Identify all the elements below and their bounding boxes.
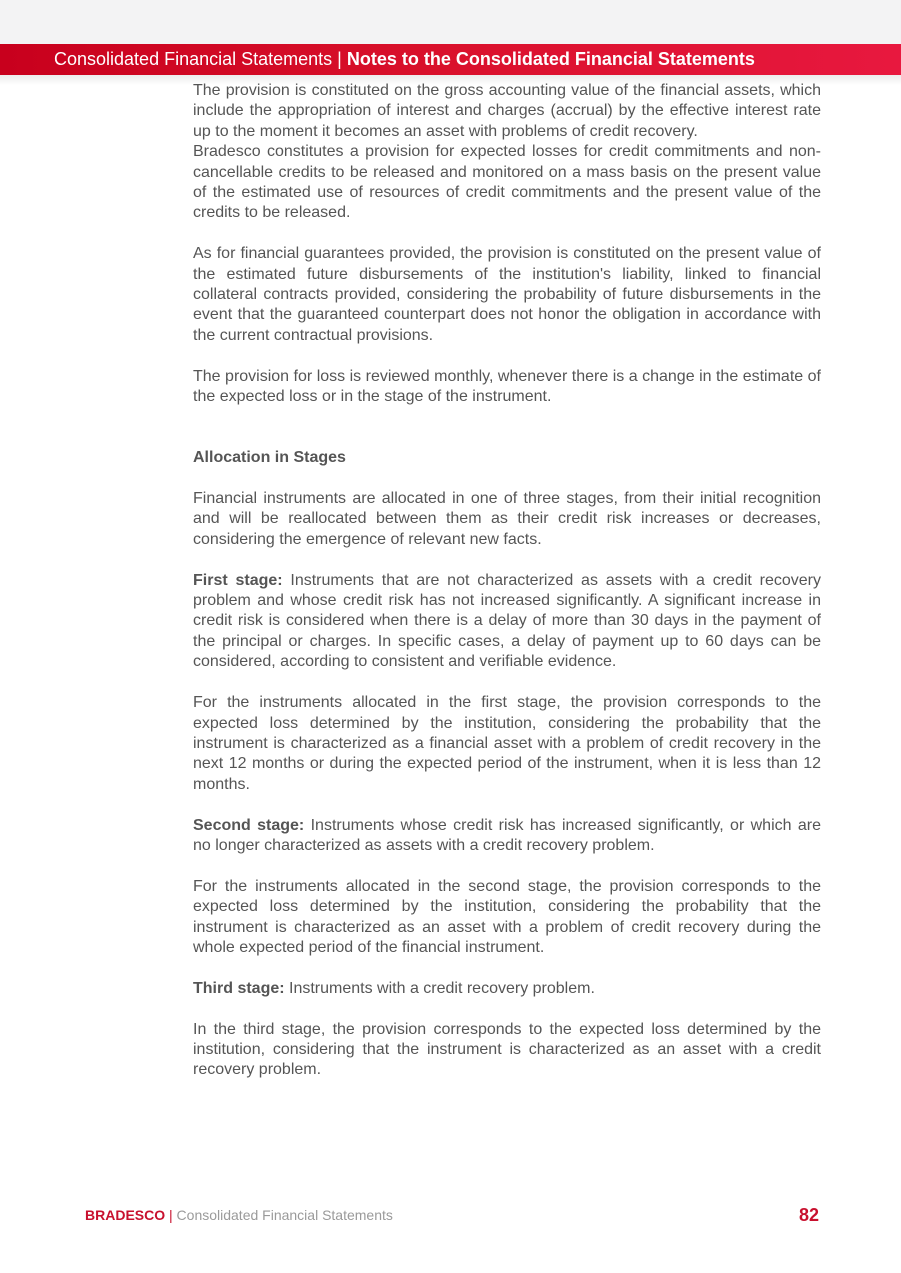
banner-section: Consolidated Financial Statements: [54, 49, 333, 69]
page-number: 82: [798, 1205, 819, 1225]
section-heading: Allocation in Stages: [193, 449, 346, 467]
footer-brand: BRADESCO: [85, 1207, 166, 1223]
paragraph-first-stage-provision: For the instruments allocated in the first stage, the provision corresponds to the expected loss determined by the institution, considering the probability that the instrument is characterized as a financial asset with a problem of credit recovery in the next 12 months or during the expected period of the instrument, when it is less than 12 months.: [193, 694, 821, 793]
banner-text: [54, 44, 755, 75]
footer-separator: |: [165, 1207, 177, 1223]
spacer: [193, 224, 821, 244]
paragraph-monthly-review: The provision for loss is reviewed monthly, whenever there is a change in the estimate of the expected loss or in the stage of the instrument.: [193, 367, 821, 406]
paragraph-third-stage: [193, 979, 821, 999]
third-stage-label: Third stage:: [193, 979, 285, 997]
banner-subsection: Notes to the Consolidated Financial Statements: [346, 49, 755, 69]
spacer: [193, 469, 821, 489]
first-stage-text: Instruments that are not characterized as assets with a credit recovery problem and whose credit risk has not increased significantly. A significant increase in credit risk is considered when there is a delay of more than 30 days in the payment of the principal or charges. In specific cases, a delay of payment up to 60 days can be considered, according to consistent and verifiable evidence.: [193, 571, 821, 671]
spacer: [193, 958, 821, 978]
paragraph-first-stage: [193, 571, 821, 673]
footer-title: Consolidated Financial Statements: [176, 1207, 393, 1223]
paragraph-second-stage-provision: For the instruments allocated in the second stage, the provision corresponds to the expected loss determined by the institution, considering the probability that the instrument is characterized as an asset with a problem of credit recovery during the whole expected period of the financial instrument.: [193, 877, 821, 956]
banner-separator: |: [332, 49, 347, 69]
spacer: [193, 550, 821, 570]
paragraph-credit-commitments: Bradesco constitutes a provision for expected losses for credit commitments and non-cancellable credits to be released and monitored on a mass basis on the present value of the estimated use of resources of credit commitments and the present value of the credits to be released.: [193, 143, 821, 222]
third-stage-text: Instruments with a credit recovery problem.: [284, 979, 595, 997]
spacer: [193, 673, 821, 693]
paragraph-third-stage-provision: In the third stage, the provision corresponds to the expected loss determined by the institution, considering that the instrument is characterized as an asset with a credit recovery problem.: [193, 1020, 821, 1079]
spacer: [193, 407, 821, 448]
first-stage-label: First stage:: [193, 571, 283, 589]
document-body: [193, 81, 821, 1081]
top-margin: [0, 0, 901, 44]
spacer: [193, 999, 821, 1019]
page-footer: [85, 1207, 393, 1223]
paragraph-stage-allocation: Financial instruments are allocated in one of three stages, from their initial recognition and will be reallocated between them as their credit risk increases or decreases, considering the emergence of relevant new facts.: [193, 490, 821, 548]
paragraph-second-stage: [193, 816, 821, 857]
paragraph-financial-guarantees: As for financial guarantees provided, the provision is constituted on the present value of the estimated future disbursements of the institution's liability, linked to financial collateral contracts provided, considering the probability of future disbursements in the event that the guaranteed counterpart does not honor the obligation in accordance with the current contractual provisions.: [193, 245, 821, 344]
spacer: [193, 795, 821, 815]
spacer: [193, 346, 821, 366]
second-stage-label: Second stage:: [193, 816, 305, 834]
paragraph-provision-basis: The provision is constituted on the gross accounting value of the financial assets, which include the appropriation of interest and charges (accrual) by the effective interest rate up to the moment it becomes an asset with problems of credit recovery.: [193, 82, 821, 140]
section-banner: [0, 44, 901, 75]
second-stage-text: Instruments whose credit risk has increased significantly, or which are no longer characterized as assets with a credit recovery problem.: [193, 816, 822, 854]
spacer: [193, 856, 821, 876]
